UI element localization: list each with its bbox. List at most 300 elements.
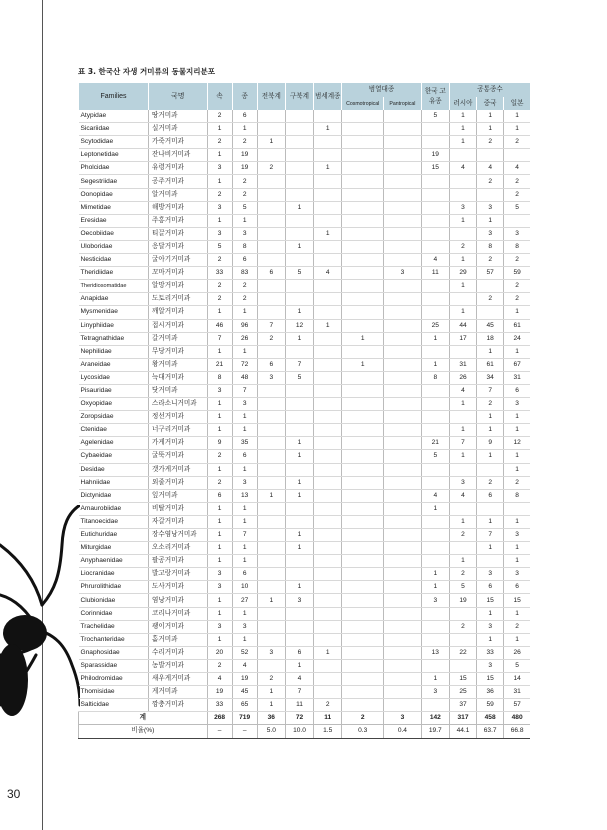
value-cell [449, 345, 476, 358]
value-cell: 19 [232, 673, 257, 686]
header-species: 종 [232, 83, 257, 110]
value-cell [504, 502, 530, 515]
table-row [79, 293, 531, 306]
value-cell [314, 240, 342, 253]
value-cell [342, 542, 384, 555]
value-cell [477, 502, 504, 515]
value-cell: 2 [314, 699, 342, 712]
value-cell: 1 [232, 306, 257, 319]
family-name: Nephilidae [79, 345, 149, 358]
value-cell [421, 699, 449, 712]
ratio-cell: 66.8 [504, 725, 530, 738]
value-cell: 1 [449, 515, 476, 528]
value-cell [314, 555, 342, 568]
value-cell: 11 [421, 267, 449, 280]
value-cell: 5 [285, 267, 313, 280]
korean-name: 코리나거미과 [149, 607, 208, 620]
value-cell [421, 607, 449, 620]
value-cell: 2 [257, 673, 285, 686]
value-cell [342, 463, 384, 476]
table-row [79, 686, 531, 699]
value-cell [285, 345, 313, 358]
value-cell [384, 175, 422, 188]
korean-name: 굴아기거미과 [149, 254, 208, 267]
value-cell: 15 [477, 673, 504, 686]
value-cell: 26 [449, 371, 476, 384]
value-cell: 1 [314, 227, 342, 240]
value-cell: 1 [449, 450, 476, 463]
value-cell [285, 149, 313, 162]
value-cell: 3 [477, 659, 504, 672]
value-cell: 1 [207, 149, 232, 162]
ratio-cell: 63.7 [477, 725, 504, 738]
value-cell: 18 [477, 332, 504, 345]
value-cell [421, 201, 449, 214]
table-row [79, 398, 531, 411]
value-cell [257, 345, 285, 358]
value-cell: 5 [504, 659, 530, 672]
value-cell: 6 [257, 267, 285, 280]
value-cell: 2 [477, 175, 504, 188]
value-cell [342, 673, 384, 686]
value-cell [342, 319, 384, 332]
value-cell [384, 136, 422, 149]
korean-name: 발고랑거미과 [149, 568, 208, 581]
value-cell [285, 188, 313, 201]
value-cell [421, 280, 449, 293]
value-cell [421, 542, 449, 555]
value-cell: 1 [314, 162, 342, 175]
value-cell [384, 450, 422, 463]
value-cell [285, 607, 313, 620]
value-cell [449, 188, 476, 201]
family-name: Anyphaenidae [79, 555, 149, 568]
value-cell [384, 149, 422, 162]
value-cell [257, 437, 285, 450]
value-cell: 1 [504, 463, 530, 476]
value-cell [257, 581, 285, 594]
table-row [79, 358, 531, 371]
value-cell: 3 [504, 398, 530, 411]
value-cell: 2 [477, 476, 504, 489]
value-cell: 1 [207, 502, 232, 515]
value-cell [449, 633, 476, 646]
value-cell: 1 [207, 542, 232, 555]
value-cell: 1 [477, 515, 504, 528]
value-cell [384, 280, 422, 293]
value-cell: 7 [257, 319, 285, 332]
table-row [79, 542, 531, 555]
korean-name: 염낭거미과 [149, 594, 208, 607]
value-cell: 25 [421, 319, 449, 332]
value-cell [257, 476, 285, 489]
value-cell: 52 [232, 646, 257, 659]
value-cell: 5 [285, 371, 313, 384]
value-cell [257, 110, 285, 123]
value-cell: 1 [207, 398, 232, 411]
value-cell [314, 450, 342, 463]
value-cell [421, 188, 449, 201]
value-cell: 3 [232, 620, 257, 633]
value-cell [384, 699, 422, 712]
value-cell [421, 123, 449, 136]
value-cell [342, 293, 384, 306]
value-cell: 19 [232, 162, 257, 175]
value-cell [342, 646, 384, 659]
value-cell [257, 254, 285, 267]
value-cell [449, 227, 476, 240]
value-cell: 2 [504, 293, 530, 306]
table-row [79, 463, 531, 476]
value-cell [314, 437, 342, 450]
family-name: Anapidae [79, 293, 149, 306]
korean-name: 땅거미과 [149, 110, 208, 123]
table-row [79, 332, 531, 345]
family-name: Amaurobiidae [79, 502, 149, 515]
table-row [79, 437, 531, 450]
value-cell: 6 [232, 450, 257, 463]
korean-name: 농발거미과 [149, 659, 208, 672]
value-cell [342, 555, 384, 568]
table-row [79, 254, 531, 267]
value-cell: 2 [207, 254, 232, 267]
korean-name: 자갈거미과 [149, 515, 208, 528]
value-cell [384, 686, 422, 699]
value-cell: 6 [232, 110, 257, 123]
value-cell [477, 306, 504, 319]
value-cell [257, 633, 285, 646]
value-cell: 2 [207, 188, 232, 201]
value-cell [477, 555, 504, 568]
korean-name: 깡충거미과 [149, 699, 208, 712]
value-cell: 1 [232, 542, 257, 555]
value-cell [285, 398, 313, 411]
table-row [79, 424, 531, 437]
value-cell: 1 [421, 581, 449, 594]
value-cell: 21 [207, 358, 232, 371]
value-cell [384, 476, 422, 489]
korean-name: 왕거미과 [149, 358, 208, 371]
value-cell: 1 [285, 437, 313, 450]
value-cell [384, 371, 422, 384]
value-cell: 1 [421, 502, 449, 515]
table-row [79, 515, 531, 528]
value-cell [257, 620, 285, 633]
total-cell: 2 [342, 712, 384, 725]
value-cell [285, 411, 313, 424]
value-cell [314, 515, 342, 528]
value-cell: 35 [232, 437, 257, 450]
value-cell: 1 [477, 110, 504, 123]
value-cell [285, 254, 313, 267]
value-cell [384, 214, 422, 227]
value-cell [314, 476, 342, 489]
value-cell: 4 [449, 384, 476, 397]
value-cell: 1 [232, 607, 257, 620]
value-cell [449, 463, 476, 476]
family-name: Lycosidae [79, 371, 149, 384]
value-cell: 1 [504, 306, 530, 319]
value-cell [421, 136, 449, 149]
value-cell: 1 [232, 633, 257, 646]
value-cell [421, 345, 449, 358]
value-cell [384, 110, 422, 123]
value-cell [342, 529, 384, 542]
value-cell: 1 [257, 686, 285, 699]
table-row [79, 162, 531, 175]
family-name: Clubionidae [79, 594, 149, 607]
value-cell: 1 [285, 581, 313, 594]
header-korean-name: 국명 [149, 83, 208, 110]
value-cell: 1 [504, 633, 530, 646]
value-cell: 3 [477, 568, 504, 581]
family-name: Zoropsidae [79, 411, 149, 424]
value-cell: 2 [207, 450, 232, 463]
value-cell [421, 463, 449, 476]
value-cell [384, 620, 422, 633]
ratio-cell: 0.4 [384, 725, 422, 738]
value-cell: 1 [232, 345, 257, 358]
value-cell [257, 306, 285, 319]
value-cell: 1 [342, 358, 384, 371]
value-cell [342, 515, 384, 528]
value-cell [314, 398, 342, 411]
value-cell [314, 529, 342, 542]
value-cell: 1 [504, 424, 530, 437]
header-southern: 구북계 [285, 83, 313, 110]
value-cell: 45 [477, 319, 504, 332]
value-cell: 6 [504, 581, 530, 594]
value-cell: 1 [207, 515, 232, 528]
value-cell [342, 345, 384, 358]
family-name: Mimetidae [79, 201, 149, 214]
value-cell [314, 345, 342, 358]
value-cell: 1 [477, 633, 504, 646]
korean-name: 알거미과 [149, 188, 208, 201]
value-cell [342, 110, 384, 123]
value-cell [384, 254, 422, 267]
value-cell [384, 424, 422, 437]
value-cell [384, 162, 422, 175]
ratio-cell: 5.0 [257, 725, 285, 738]
value-cell: 3 [384, 267, 422, 280]
family-name: Gnaphosidae [79, 646, 149, 659]
value-cell: 1 [232, 463, 257, 476]
korean-name: 늑대거미과 [149, 371, 208, 384]
value-cell [314, 371, 342, 384]
value-cell [314, 542, 342, 555]
value-cell: 7 [449, 437, 476, 450]
value-cell: 3 [449, 476, 476, 489]
value-cell: 2 [477, 136, 504, 149]
value-cell [257, 280, 285, 293]
family-name: Corinnidae [79, 607, 149, 620]
table-row [79, 411, 531, 424]
table-row [79, 594, 531, 607]
value-cell [257, 542, 285, 555]
korean-name: 비탈거미과 [149, 502, 208, 515]
value-cell [314, 254, 342, 267]
value-cell [314, 463, 342, 476]
family-name: Titanoecidae [79, 515, 149, 528]
korean-name: 도사거미과 [149, 581, 208, 594]
value-cell [257, 515, 285, 528]
table-row [79, 529, 531, 542]
ratio-cell: 10.0 [285, 725, 313, 738]
value-cell [314, 489, 342, 502]
table-row [79, 568, 531, 581]
korean-name: 너구리거미과 [149, 424, 208, 437]
korean-name: 가죽거미과 [149, 136, 208, 149]
value-cell: 72 [232, 358, 257, 371]
value-cell [257, 450, 285, 463]
value-cell [314, 280, 342, 293]
value-cell: 15 [477, 594, 504, 607]
value-cell: 6 [477, 581, 504, 594]
korean-name: 유령거미과 [149, 162, 208, 175]
value-cell [477, 280, 504, 293]
total-cell: 3 [384, 712, 422, 725]
value-cell [449, 293, 476, 306]
korean-name: 주홍거미과 [149, 214, 208, 227]
value-cell: 2 [504, 175, 530, 188]
value-cell [384, 489, 422, 502]
value-cell: 1 [477, 607, 504, 620]
value-cell [285, 293, 313, 306]
value-cell: 1 [285, 306, 313, 319]
value-cell [384, 607, 422, 620]
value-cell: 8 [421, 371, 449, 384]
korean-name: 스라소니거미과 [149, 398, 208, 411]
korean-name: 꼬마거미과 [149, 267, 208, 280]
value-cell [384, 646, 422, 659]
value-cell [449, 607, 476, 620]
value-cell [314, 175, 342, 188]
value-cell: 1 [207, 607, 232, 620]
family-name: Eutichuridae [79, 529, 149, 542]
value-cell [342, 149, 384, 162]
value-cell: 31 [449, 358, 476, 371]
value-cell [421, 293, 449, 306]
value-cell [384, 529, 422, 542]
value-cell: 5 [504, 201, 530, 214]
value-cell: 1 [257, 489, 285, 502]
value-cell: 1 [504, 450, 530, 463]
value-cell [477, 149, 504, 162]
value-cell [342, 437, 384, 450]
ratio-cell: 44.1 [449, 725, 476, 738]
table-row [79, 620, 531, 633]
value-cell [342, 201, 384, 214]
table-row [79, 123, 531, 136]
value-cell [257, 411, 285, 424]
value-cell [342, 594, 384, 607]
family-name: Oecobiidae [79, 227, 149, 240]
table-row [79, 201, 531, 214]
value-cell: 3 [207, 384, 232, 397]
value-cell: 4 [207, 673, 232, 686]
table-row [79, 699, 531, 712]
value-cell: 4 [285, 673, 313, 686]
value-cell: 1 [449, 110, 476, 123]
value-cell [342, 620, 384, 633]
value-cell: 11 [285, 699, 313, 712]
family-name: Atypidae [79, 110, 149, 123]
value-cell [314, 136, 342, 149]
value-cell: 1 [207, 306, 232, 319]
table-row [79, 267, 531, 280]
family-name: Sicariidae [79, 123, 149, 136]
value-cell [449, 149, 476, 162]
value-cell: 34 [477, 371, 504, 384]
value-cell [421, 175, 449, 188]
value-cell: 3 [207, 620, 232, 633]
total-cell: 268 [207, 712, 232, 725]
value-cell [384, 555, 422, 568]
value-cell: 8 [477, 240, 504, 253]
value-cell [342, 502, 384, 515]
value-cell [449, 502, 476, 515]
value-cell: 1 [207, 175, 232, 188]
value-cell [421, 424, 449, 437]
korean-name: 홑거미과 [149, 633, 208, 646]
family-name: Linyphiidae [79, 319, 149, 332]
value-cell [384, 384, 422, 397]
value-cell [257, 123, 285, 136]
value-cell [314, 424, 342, 437]
value-cell: 8 [207, 371, 232, 384]
value-cell [257, 607, 285, 620]
value-cell: 14 [504, 673, 530, 686]
value-cell [257, 188, 285, 201]
value-cell: 31 [504, 371, 530, 384]
value-cell: 3 [232, 398, 257, 411]
value-cell [384, 673, 422, 686]
value-cell: 1 [477, 214, 504, 227]
value-cell: 19 [232, 149, 257, 162]
value-cell: 1 [314, 646, 342, 659]
value-cell [257, 529, 285, 542]
value-cell: 2 [232, 136, 257, 149]
value-cell [342, 175, 384, 188]
value-cell: 1 [504, 607, 530, 620]
korean-name: 접시거미과 [149, 319, 208, 332]
value-cell [384, 188, 422, 201]
value-cell [314, 568, 342, 581]
header-widespread: 범세계종 [314, 83, 342, 110]
value-cell [314, 620, 342, 633]
value-cell [342, 581, 384, 594]
korean-name: 알망거미과 [149, 280, 208, 293]
total-cell: 317 [449, 712, 476, 725]
value-cell: 1 [504, 123, 530, 136]
value-cell [384, 633, 422, 646]
value-cell [342, 398, 384, 411]
value-cell [449, 659, 476, 672]
value-cell [257, 502, 285, 515]
table-row [79, 450, 531, 463]
value-cell [342, 568, 384, 581]
value-cell: 29 [449, 267, 476, 280]
header-china: 중국 [477, 97, 504, 110]
value-cell: 1 [449, 398, 476, 411]
value-cell [421, 214, 449, 227]
value-cell [285, 424, 313, 437]
value-cell: 1 [314, 123, 342, 136]
value-cell: 3 [207, 581, 232, 594]
value-cell: 59 [477, 699, 504, 712]
value-cell: 1 [232, 502, 257, 515]
